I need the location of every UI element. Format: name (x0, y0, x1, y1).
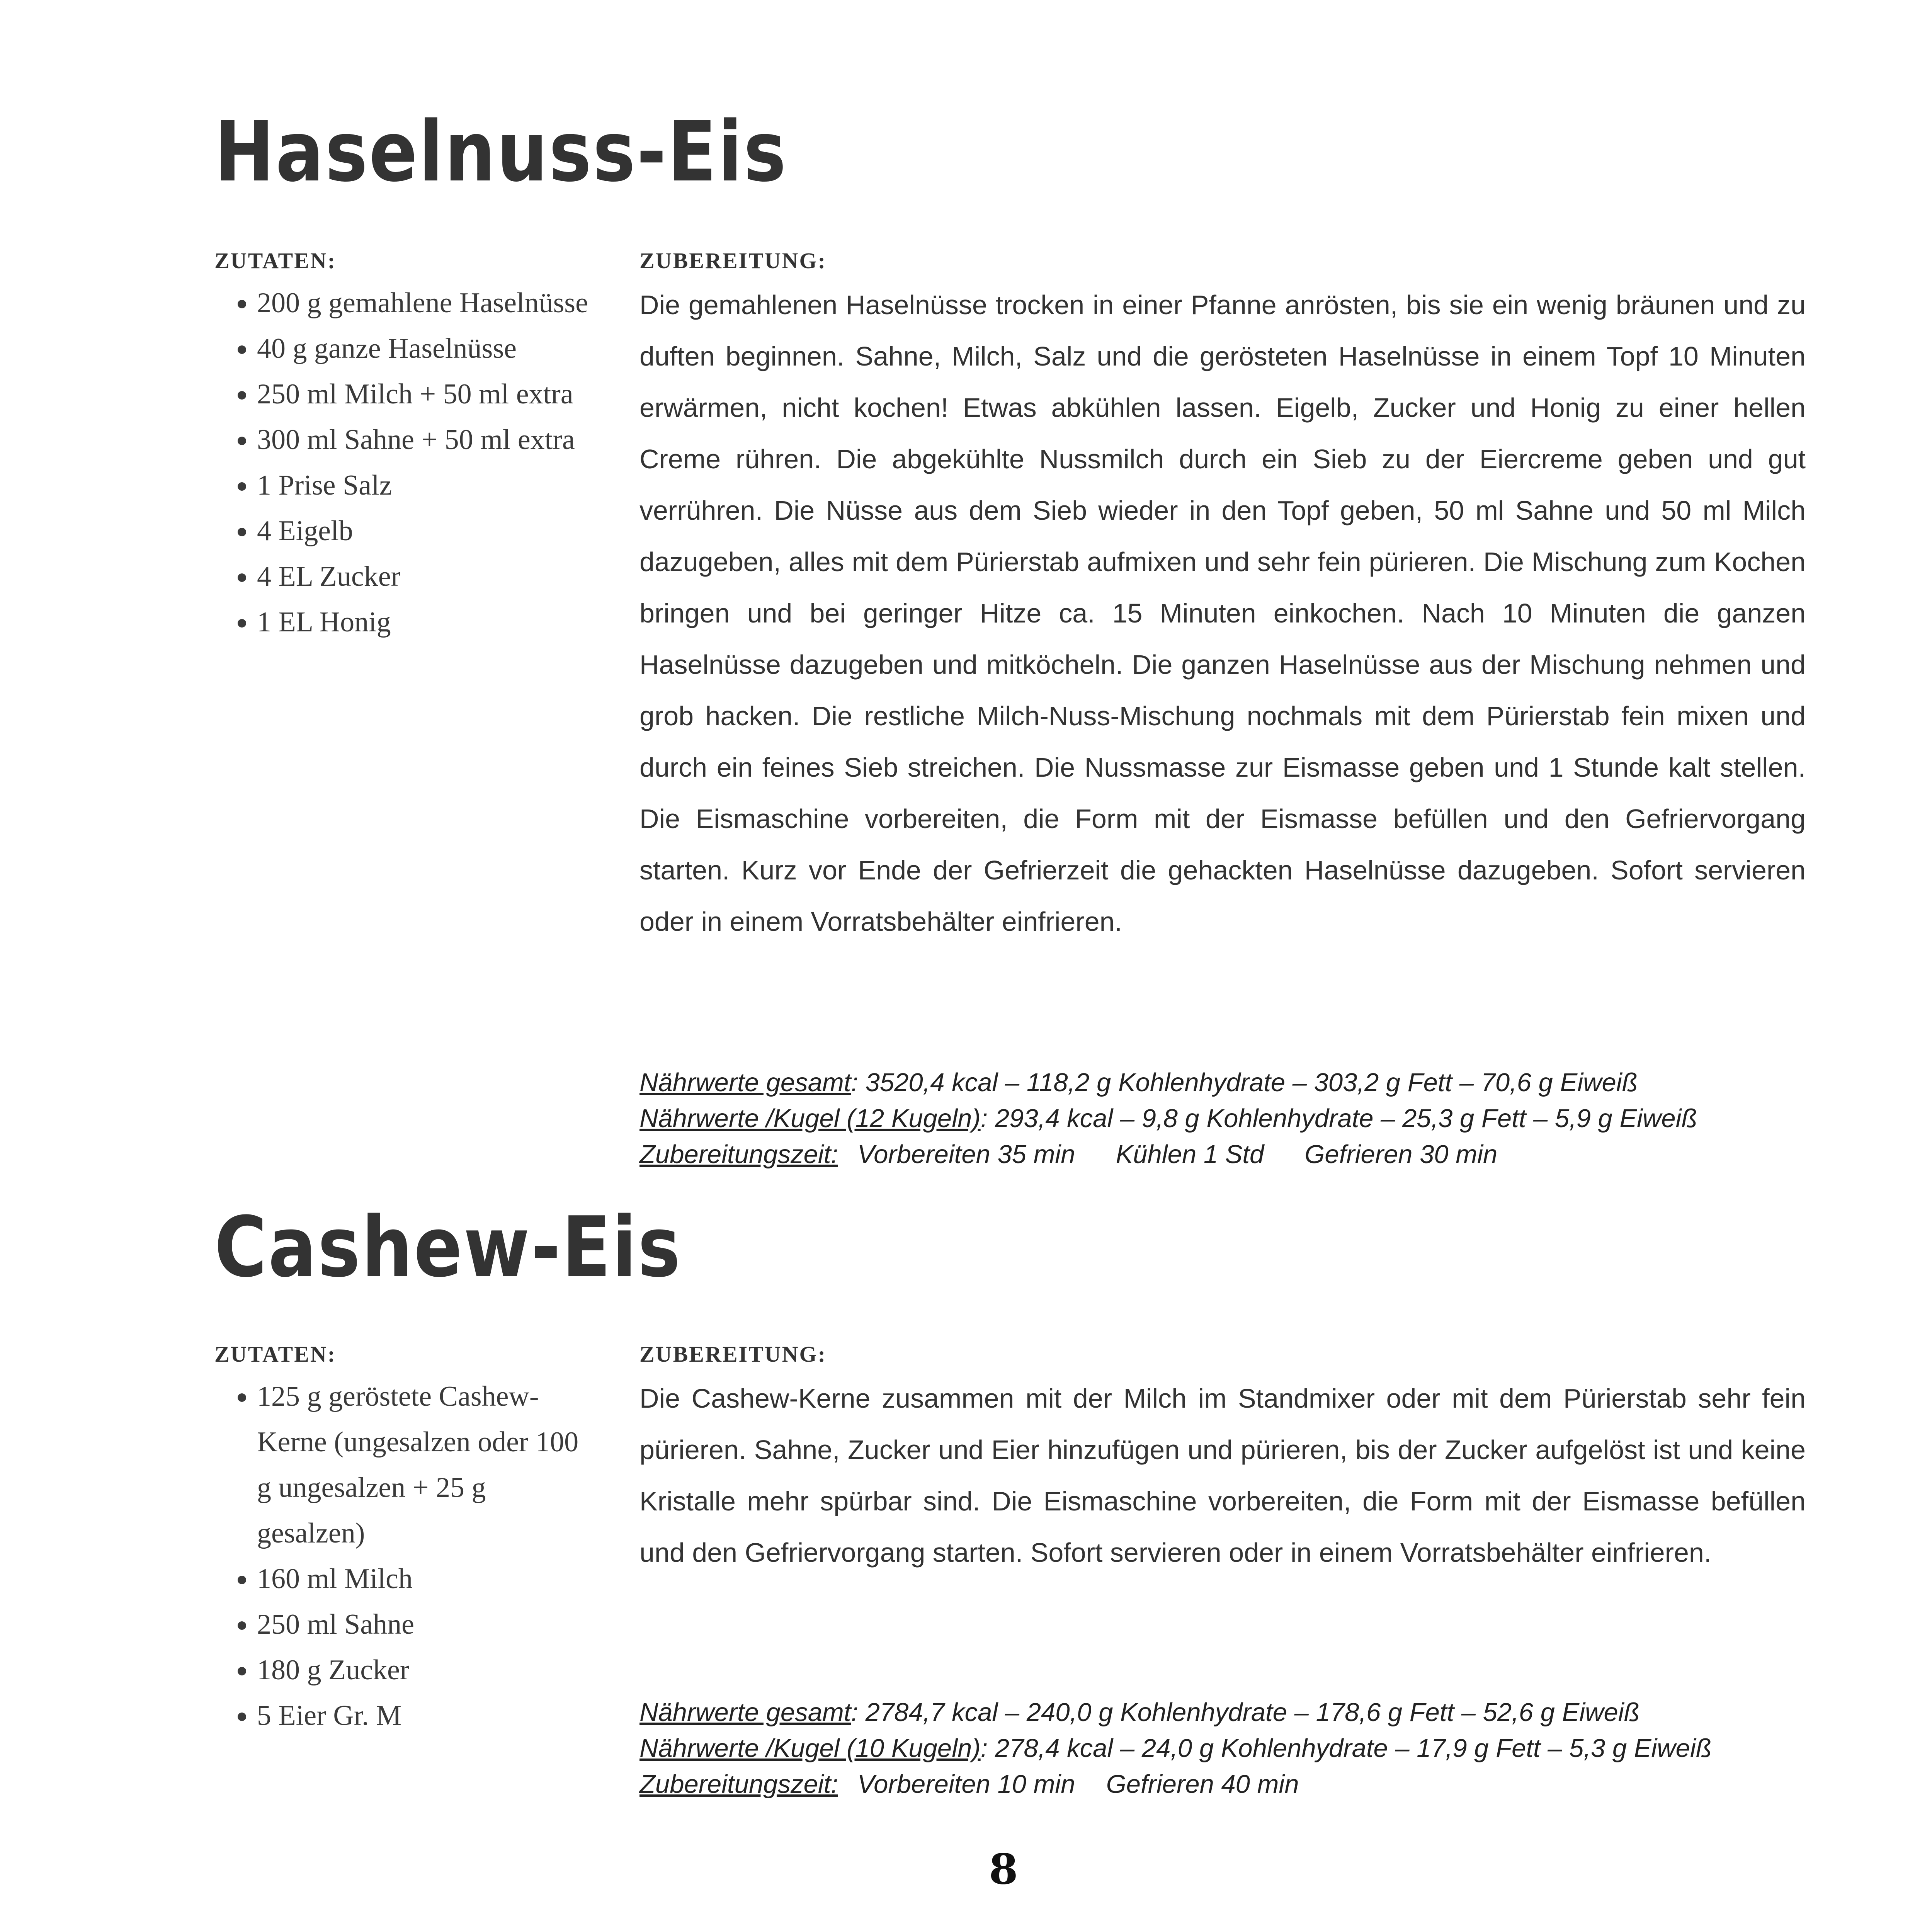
nutrition-total-value: : 3520,4 kcal – 118,2 g Kohlenhydrate – 303,2 g Fett – 70,6 g Eiweiß (851, 1068, 1638, 1097)
ingredient-item: • 4 Eigelb (257, 508, 597, 554)
ingredient-item: • 5 Eier Gr. M (257, 1693, 589, 1738)
prep-time-item: Vorbereiten 35 min (857, 1140, 1075, 1169)
ingredient-item: • 160 ml Milch (257, 1556, 589, 1602)
prep-time-item: Kühlen 1 Std (1116, 1140, 1264, 1169)
nutrition-per-value: : 293,4 kcal – 9,8 g Kohlenhydrate – 25,3 g Fett – 5,9 g Eiweiß (980, 1104, 1697, 1133)
ingredient-item: • 1 Prise Salz (257, 463, 597, 508)
ingredients-section (214, 245, 601, 645)
ingredient-item: • 200 g gemahlene Haselnüsse (257, 280, 597, 326)
nutrition-per-row (639, 1100, 1837, 1136)
preparation-label: ZUBEREITUNG: (639, 248, 827, 273)
ingredients-section (214, 1339, 601, 1738)
nutrition-total-row (639, 1694, 1837, 1730)
nutrition-info (639, 1694, 1837, 1802)
prep-time-row (639, 1766, 1837, 1802)
nutrition-total-row (639, 1065, 1837, 1100)
ingredient-item: • 250 ml Milch + 50 ml extra (257, 371, 597, 417)
ingredients-list (214, 1374, 589, 1738)
nutrition-per-value: : 278,4 kcal – 24,0 g Kohlenhydrate – 17,9 g Fett – 5,3 g Eiweiß (980, 1734, 1712, 1763)
ingredient-item: • 125 g geröstete Cashew-Kerne (ungesalzen oder 100 g ungesalzen + 25 g gesalzen) (257, 1374, 589, 1556)
nutrition-total-label: Nährwerte gesamt (639, 1698, 851, 1727)
nutrition-per-label: Nährwerte /Kugel (10 Kugeln) (639, 1734, 981, 1763)
ingredients-list (214, 280, 597, 645)
preparation-section (639, 245, 1806, 947)
prep-time-item: Gefrieren 30 min (1304, 1140, 1498, 1169)
nutrition-per-label: Nährwerte /Kugel (12 Kugeln) (639, 1104, 981, 1133)
ingredients-label: ZUTATEN: (214, 248, 337, 273)
preparation-section (639, 1339, 1806, 1578)
prep-time-item: Vorbereiten 10 min (857, 1770, 1075, 1799)
ingredient-item: • 1 EL Honig (257, 599, 597, 645)
ingredient-item: • 250 ml Sahne (257, 1602, 589, 1647)
ingredients-label: ZUTATEN: (214, 1342, 337, 1367)
nutrition-total-label: Nährwerte gesamt (639, 1068, 851, 1097)
prep-time-label: Zubereitungszeit: (639, 1140, 838, 1169)
prep-time-row (639, 1136, 1837, 1172)
recipe-title: Cashew-Eis (214, 1199, 682, 1296)
ingredient-item: • 300 ml Sahne + 50 ml extra (257, 417, 597, 463)
preparation-text: Die Cashew-Kerne zusammen mit der Milch im Standmixer oder mit dem Pürierstab sehr fein pürieren. Sahne, Zucker und Eier hinzufügen und pürieren, bis der Zucker aufgelöst ist und keine Kristalle mehr spürbar sind. Die Eismaschine vorbereiten, die Form mit der Eismasse befüllen und den Gefriervorgang starten. Sofort servieren oder in einem Vorratsbehälter einfrieren. (639, 1383, 1806, 1568)
prep-time-item: Gefrieren 40 min (1106, 1770, 1299, 1799)
nutrition-info (639, 1065, 1837, 1172)
ingredient-item: • 40 g ganze Haselnüsse (257, 326, 597, 371)
nutrition-total-value: : 2784,7 kcal – 240,0 g Kohlenhydrate – 178,6 g Fett – 52,6 g Eiweiß (851, 1698, 1640, 1727)
preparation-text: Die gemahlenen Haselnüsse trocken in einer Pfanne anrösten, bis sie ein wenig bräunen und zu duften beginnen. Sahne, Milch, Salz und die gerösteten Haselnüsse in einem Topf 10 Minuten erwärmen, nicht kochen! Etwas abkühlen lassen. Eigelb, Zucker und Honig zu einer hellen Creme rühren. Die abgekühlte Nussmilch durch ein Sieb zu der Eiercreme geben und gut verrühren. Die Nüsse aus dem Sieb wieder in den Topf geben, 50 ml Sahne und 50 ml Milch dazugeben, alles mit dem Pürierstab aufmixen und sehr fein pürieren. Die Mischung zum Kochen bringen und bei geringer Hitze ca. 15 Minuten einkochen. Nach 10 Minuten die ganzen Haselnüsse dazugeben und mitköcheln. Die ganzen Haselnüsse aus der Mischung nehmen und grob hacken. Die restliche Milch-Nuss-Mischung nochmals mit dem Pürierstab fein mixen und durch ein feines Sieb streichen. Die Nussmasse zur Eismasse geben und 1 Stunde kalt stellen. Die Eismaschine vorbereiten, die Form mit der Eismasse befüllen und den Gefriervorgang starten. Kurz vor Ende der Gefrierzeit die gehackten Haselnüsse dazugeben. Sofort servieren oder in einem Vorratsbehälter einfrieren. (639, 290, 1806, 937)
prep-time-label: Zubereitungszeit: (639, 1770, 838, 1799)
preparation-label: ZUBEREITUNG: (639, 1342, 827, 1367)
page-number: 8 (989, 1845, 1018, 1894)
recipe-title: Haselnuss-Eis (214, 103, 787, 200)
ingredient-item: • 180 g Zucker (257, 1647, 589, 1693)
nutrition-per-row (639, 1730, 1837, 1766)
ingredient-item: • 4 EL Zucker (257, 554, 597, 599)
